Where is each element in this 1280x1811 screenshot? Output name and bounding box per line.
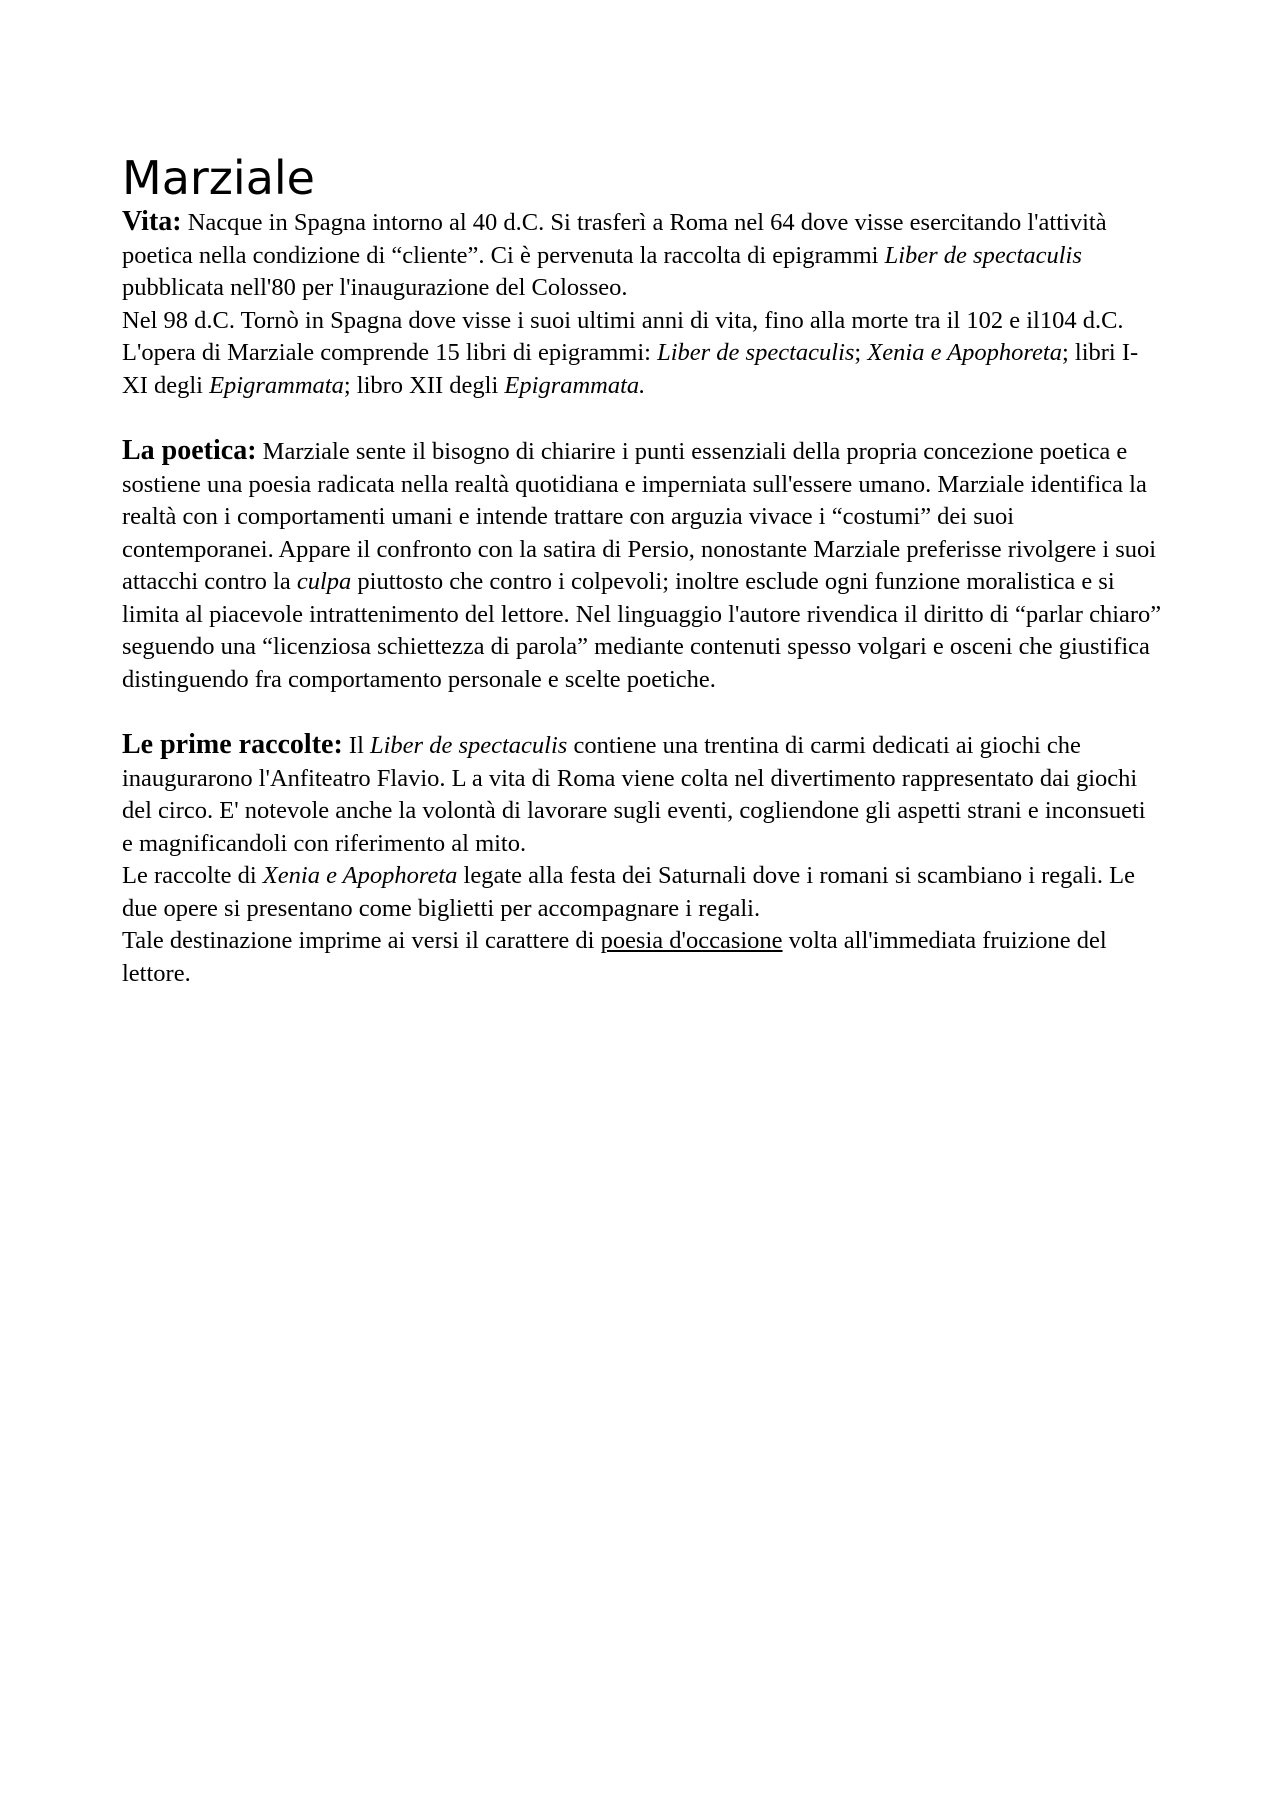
vita-label: Vita: xyxy=(122,206,182,237)
raccolte-text: volta all'immediata fruizione del lettore. xyxy=(122,927,1107,987)
italic-title: Epigrammata xyxy=(209,371,344,399)
vita-paragraph-2 xyxy=(122,305,1162,403)
raccolte-paragraph-2 xyxy=(122,860,1162,925)
spacer xyxy=(122,402,1162,435)
poetica-text: piuttosto che contro i colpevoli; inoltre esclude ogni funzione moralistica e si limita al piacevole intrattenimento del lettore. Nel linguaggio l'autore rivendica il diritto di “parlar chiaro” seguendo una “licenziosa schiettezza di parola” mediante contenuti spesso volgari e osceni che giustifica distinguendo fra comportamento personale e scelte poetiche. xyxy=(122,568,1162,693)
italic-word: culpa xyxy=(296,568,352,595)
italic-title: Xenia e Apophoreta xyxy=(867,339,1062,366)
raccolte-paragraph-3 xyxy=(122,925,1162,990)
vita-text: ; xyxy=(854,339,868,366)
vita-text: ; libro XII degli xyxy=(343,371,505,399)
raccolte-text: Tale destinazione imprime ai versi il carattere di xyxy=(122,927,601,954)
poetica-text: Marziale sente il bisogno di chiarire i punti essenziali della propria concezione poetica e sostiene una poesia radicata nella realtà quotidiana e imperniata sull'essere umano. Marziale identifica la realtà con i comportamenti umani e intende trattare con arguzia vivace i “costumi” dei suoi contemporanei. Appare il confronto con la satira di Persio, nonostante Marziale preferisse rivolgere i suoi attacchi contro la xyxy=(122,438,1157,595)
section-raccolte xyxy=(122,729,1162,990)
italic-title: Liber de spectaculis xyxy=(370,732,568,759)
document-page xyxy=(122,150,1162,990)
spacer xyxy=(122,696,1162,729)
vita-text: ; libri I-XI degli xyxy=(122,339,1139,399)
poetica-label: La poetica: xyxy=(122,435,257,466)
vita-paragraph-1 xyxy=(122,206,1162,305)
raccolte-text: legate alla festa dei Saturnali dove i romani si scambiano i regali. Le due opere si presentano come biglietti per accompagnare i regali. xyxy=(122,862,1135,922)
raccolte-text: Le raccolte di xyxy=(122,862,263,889)
vita-text: pubblicata nell'80 per l'inaugurazione del Colosseo. xyxy=(122,274,628,301)
raccolte-paragraph-1 xyxy=(122,729,1162,860)
raccolte-text: Il xyxy=(342,732,370,759)
poetica-paragraph xyxy=(122,435,1162,696)
raccolte-text: contiene una trentina di carmi dedicati ai giochi che inaugurarono l'Anfiteatro Flavio. L a vita di Roma viene colta nel divertimento rappresentato dai giochi del circo. E' notevole anche la volontà di lavorare sugli eventi, cogliendone gli aspetti strani e inconsueti e magnificandoli con riferimento al mito. xyxy=(122,732,1146,857)
underlined-term: poesia d'occasione xyxy=(600,927,783,954)
italic-title: Epigrammata. xyxy=(504,371,646,399)
document-title: Marziale xyxy=(122,151,315,205)
italic-title: Liber de spectaculis xyxy=(657,339,855,366)
section-poetica xyxy=(122,435,1162,696)
vita-text: Nel 98 d.C. Tornò in Spagna dove visse i suoi ultimi anni di vita, fino alla morte tra il 102 e il104 d.C. L'opera di Marziale comprende 15 libri di epigrammi: xyxy=(122,306,1124,366)
section-vita xyxy=(122,206,1162,402)
vita-text: Nacque in Spagna intorno al 40 d.C. Si trasferì a Roma nel 64 dove visse esercitando l'attività poetica nella condizione di “cliente”. Ci è pervenuta la raccolta di epigrammi xyxy=(122,209,1107,269)
italic-title: Liber de spectaculis xyxy=(884,241,1082,269)
raccolte-label: Le prime raccolte: xyxy=(122,729,343,760)
italic-title: Xenia e Apophoreta xyxy=(262,862,458,889)
